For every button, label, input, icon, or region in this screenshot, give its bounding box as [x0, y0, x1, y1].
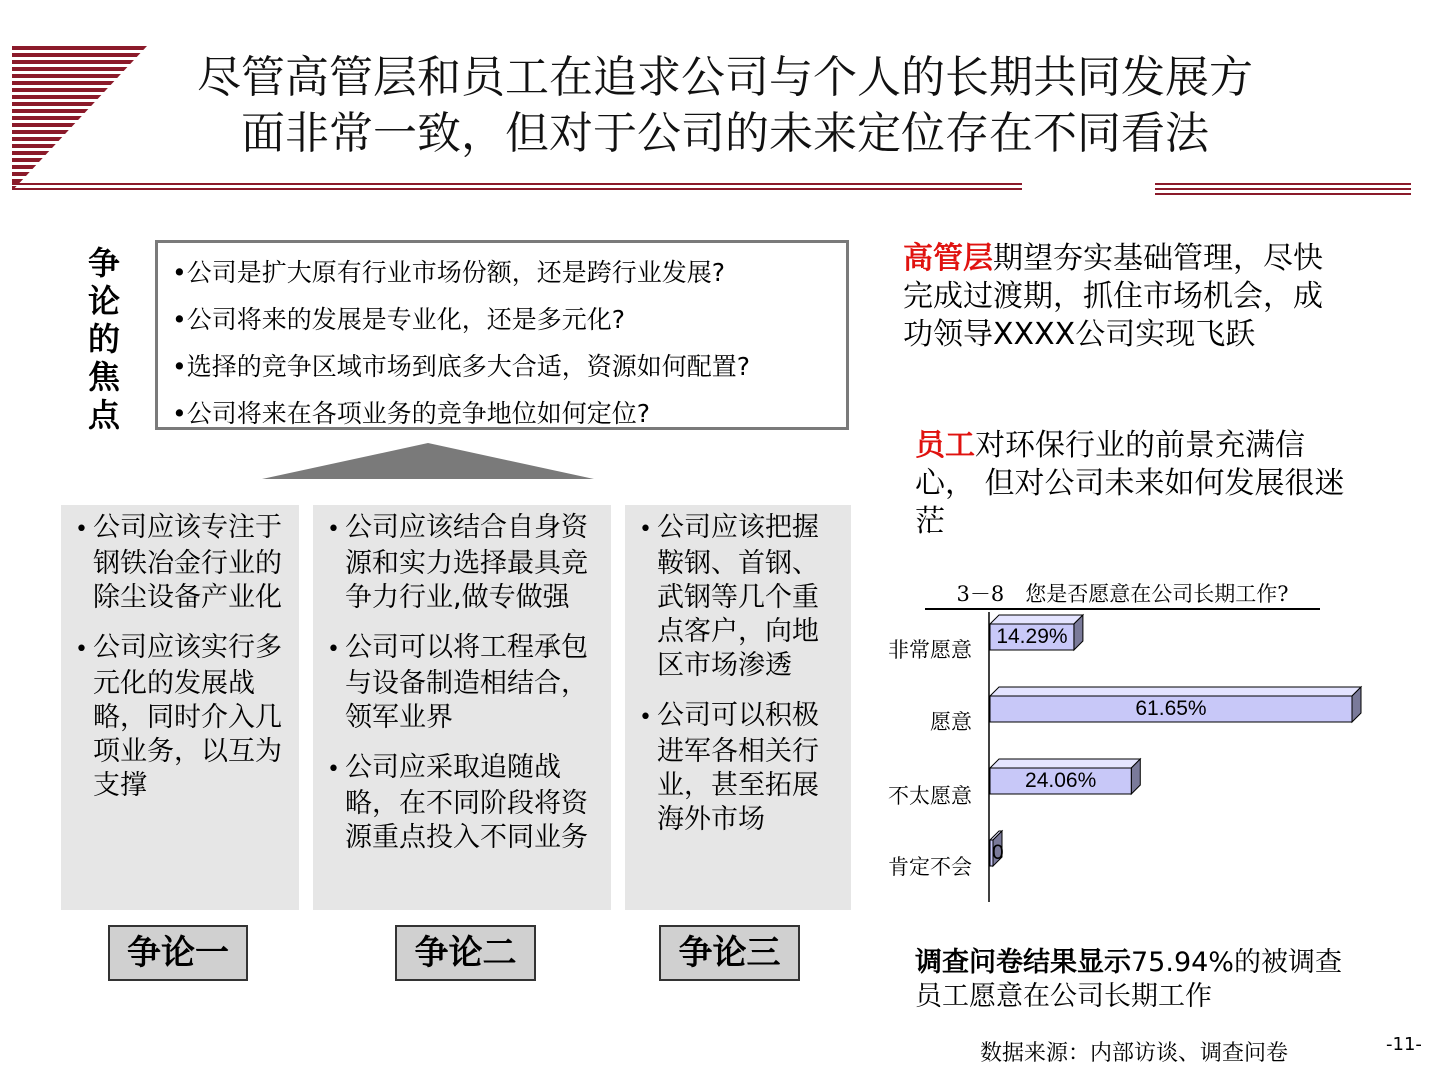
focus-question-box [155, 240, 849, 430]
employees-text: 对环保行业的前景充满信心， 但对公司未来如何发展很迷茫 [915, 428, 1345, 539]
page-number: -11- [1386, 1034, 1422, 1055]
chart-data-label: 61.65% [1135, 697, 1207, 720]
chart-category-label: 愿意 [930, 710, 972, 734]
debate-label-2: 争论二 [395, 925, 536, 981]
debate-label-3: 争论三 [659, 925, 800, 981]
debate-point: • 公司可以积极进军各相关行业，甚至拓展海外市场 [635, 699, 843, 837]
chart-category-label: 不太愿意 [888, 784, 972, 808]
survey-conclusion-text: 75.94%的被调查员工愿意在公司长期工作 [915, 947, 1342, 1012]
debate-panel-2 [313, 505, 611, 910]
survey-conclusion-bold: 调查问卷结果显示 [915, 947, 1131, 978]
employees-highlight: 员工 [915, 428, 975, 463]
focus-question: •选择的竞争区域市场到底多大合适，资源如何配置? [172, 352, 751, 381]
debate-point: • 公司应该把握鞍钢、首钢、武钢等几个重点客户，向地区市场渗透 [635, 511, 843, 683]
focus-label: 争 论 的 焦 点 [87, 244, 120, 434]
page-title-line1: 尽管高管层和员工在追求公司与个人的长期共同发展方 [197, 52, 1253, 103]
executives-highlight: 高管层 [903, 241, 993, 276]
focus-question: •公司将来的发展是专业化，还是多元化? [172, 305, 626, 334]
page-title-line2: 面非常一致，但对于公司的未来定位存在不同看法 [241, 108, 1209, 159]
debate-point: • 公司应该实行多元化的发展战略，同时介入几项业务，以互为支撑 [71, 631, 291, 803]
chart-title: 3－8 您是否愿意在公司长期工作? [925, 578, 1320, 610]
chart-bar-top [990, 615, 1083, 624]
chart-bar-top [990, 759, 1140, 768]
debate-point: • 公司应该结合自身资源和实力选择最具竞争力行业,做专做强 [323, 511, 603, 615]
convergence-arrow [262, 443, 594, 481]
debate-point: • 公司应该专注于钢铁冶金行业的除尘设备产业化 [71, 511, 291, 615]
debate-point: • 公司可以将工程承包与设备制造相结合，领军业界 [323, 631, 603, 735]
header-rule-left [12, 183, 1022, 190]
debate-label-1: 争论一 [108, 925, 248, 981]
header-rule-right [1155, 183, 1411, 195]
debate-panel-3 [625, 505, 851, 910]
debate-point: • 公司应采取追随战略，在不同阶段将资源重点投入不同业务 [323, 751, 603, 855]
data-source: 数据来源：内部访谈、调查问卷 [980, 1041, 1289, 1066]
survey-conclusion [915, 946, 1355, 1014]
employees-statement [915, 427, 1345, 541]
chart-category-label: 肯定不会 [888, 855, 972, 879]
focus-question: •公司是扩大原有行业市场份额，还是跨行业发展? [172, 258, 726, 287]
executives-statement [903, 240, 1343, 354]
chart-plot [975, 610, 1375, 905]
debate-panel-1 [61, 505, 299, 910]
chart-data-label: 24.06% [1025, 769, 1097, 792]
page-title [110, 50, 1340, 162]
executives-text: 期望夯实基础管理，尽快完成过渡期，抓住市场机会，成功领导XXXX公司实现飞跃 [903, 241, 1323, 352]
chart-data-label: 14.29% [996, 625, 1068, 648]
chart-category-label: 非常愿意 [888, 638, 972, 662]
chart-data-label: 0 [992, 841, 1004, 864]
chart-bar-top [990, 687, 1361, 696]
focus-question: •公司将来在各项业务的竞争地位如何定位? [172, 399, 651, 428]
